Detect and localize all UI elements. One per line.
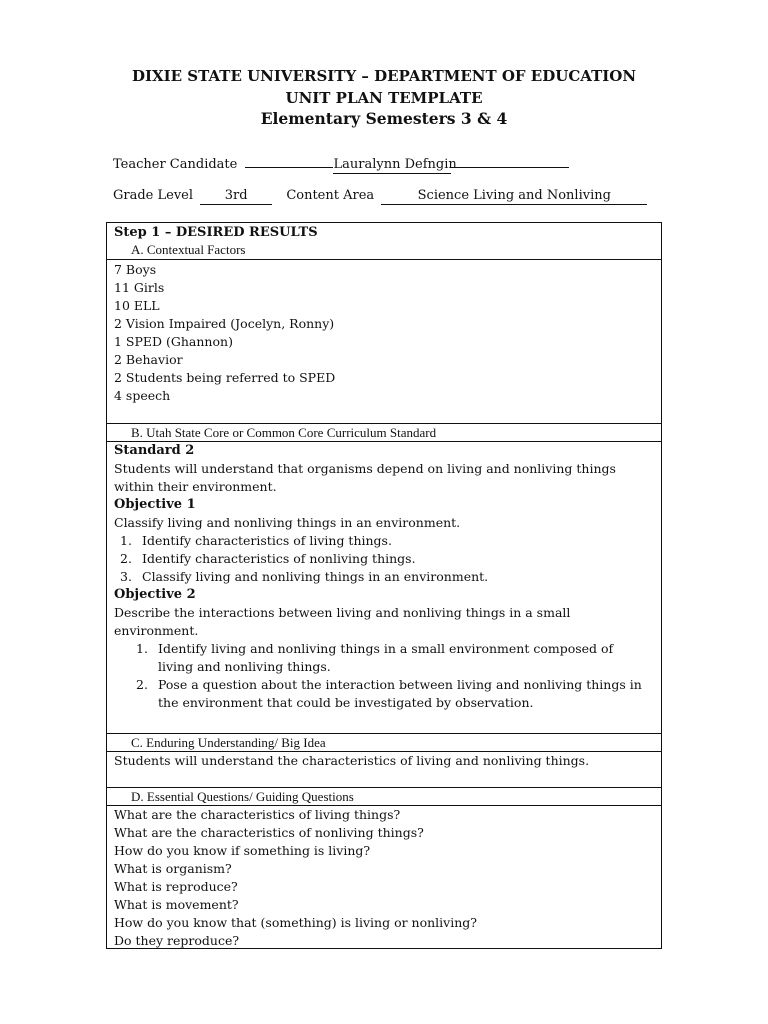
list-item-cont: living and nonliving things.: [158, 659, 331, 674]
list-item: 1 SPED (Ghannon): [114, 334, 233, 349]
essential-questions-row: [107, 805, 661, 949]
teacher-blank-lead: [245, 151, 333, 168]
template-heading: UNIT PLAN TEMPLATE: [285, 89, 483, 107]
enduring-understanding-title: C. Enduring Understanding/ Big Idea: [131, 735, 326, 750]
step1-title: Step 1 – DESIRED RESULTS: [114, 225, 318, 240]
list-item: What is movement?: [114, 897, 239, 912]
list-item: What is organism?: [114, 861, 232, 876]
standard-header-row: [107, 423, 661, 442]
content-label: Content Area: [286, 188, 375, 203]
list-item: Identify characteristics of living things.: [142, 533, 392, 548]
contextual-factors-row: [107, 259, 661, 424]
contextual-factors-title: A. Contextual Factors: [131, 242, 246, 257]
list-item: What is reproduce?: [114, 879, 238, 894]
list-item: Identify living and nonliving things in a small environment composed of: [158, 641, 614, 656]
list-item: 11 Girls: [114, 280, 165, 295]
enduring-header-row: [107, 733, 661, 752]
standard-title: Standard 2: [114, 443, 195, 458]
list-number: 2.: [136, 677, 148, 692]
list-number: 1.: [120, 533, 132, 548]
standard-content-row: [107, 441, 661, 734]
list-number: 2.: [120, 551, 132, 566]
list-item: 4 speech: [114, 388, 171, 403]
teacher-value: Lauralynn Defngin: [333, 157, 457, 172]
step1-header-row: [107, 223, 661, 259]
list-item: How do you know if something is living?: [114, 843, 371, 858]
objective2-text-cont: environment.: [114, 623, 199, 638]
teacher-blank-tail: [451, 151, 569, 168]
list-item-cont: the environment that could be investigated by observation.: [158, 695, 534, 710]
list-item: 2 Behavior: [114, 352, 183, 367]
standard-section-title: B. Utah State Core or Common Core Curriculum Standard: [131, 425, 437, 440]
standard-text-cont: within their environment.: [114, 479, 277, 494]
list-item: Identify characteristics of nonliving things.: [142, 551, 416, 566]
desired-results-table: [106, 222, 662, 949]
semester-heading: Elementary Semesters 3 & 4: [260, 109, 508, 128]
list-item: How do you know that (something) is living or nonliving?: [114, 915, 477, 930]
list-item: What are the characteristics of nonliving things?: [114, 825, 424, 840]
grade-content-line: [113, 188, 647, 205]
content-value: Science Living and Nonliving: [381, 188, 647, 205]
objective2-title: Objective 2: [114, 587, 196, 602]
teacher-label: Teacher Candidate: [113, 157, 238, 172]
list-item: Classify living and nonliving things in an environment.: [142, 569, 489, 584]
objective1-title: Objective 1: [114, 497, 196, 512]
grade-value: 3rd: [200, 188, 272, 205]
list-item: What are the characteristics of living things?: [114, 807, 401, 822]
teacher-candidate-line: [113, 151, 569, 174]
essential-questions-title: D. Essential Questions/ Guiding Questions: [131, 789, 354, 804]
list-item: 7 Boys: [114, 262, 157, 277]
enduring-content-row: [107, 751, 661, 788]
list-item: Pose a question about the interaction between living and nonliving things in: [158, 677, 642, 692]
list-item: 10 ELL: [114, 298, 160, 313]
objective1-text: Classify living and nonliving things in an environment.: [114, 515, 461, 530]
list-item: 2 Vision Impaired (Jocelyn, Ronny): [114, 316, 335, 331]
university-heading: DIXIE STATE UNIVERSITY – DEPARTMENT OF EDUCATION: [131, 67, 637, 85]
objective2-text: Describe the interactions between living and nonliving things in a small: [114, 605, 571, 620]
list-item: Do they reproduce?: [114, 933, 240, 948]
essential-header-row: [107, 787, 661, 806]
list-item: 2 Students being referred to SPED: [114, 370, 336, 385]
grade-label: Grade Level: [113, 188, 194, 203]
enduring-understanding-text: Students will understand the characteristics of living and nonliving things.: [114, 753, 590, 768]
list-number: 1.: [136, 641, 148, 656]
standard-text: Students will understand that organisms depend on living and nonliving things: [114, 461, 616, 476]
list-number: 3.: [120, 569, 132, 584]
